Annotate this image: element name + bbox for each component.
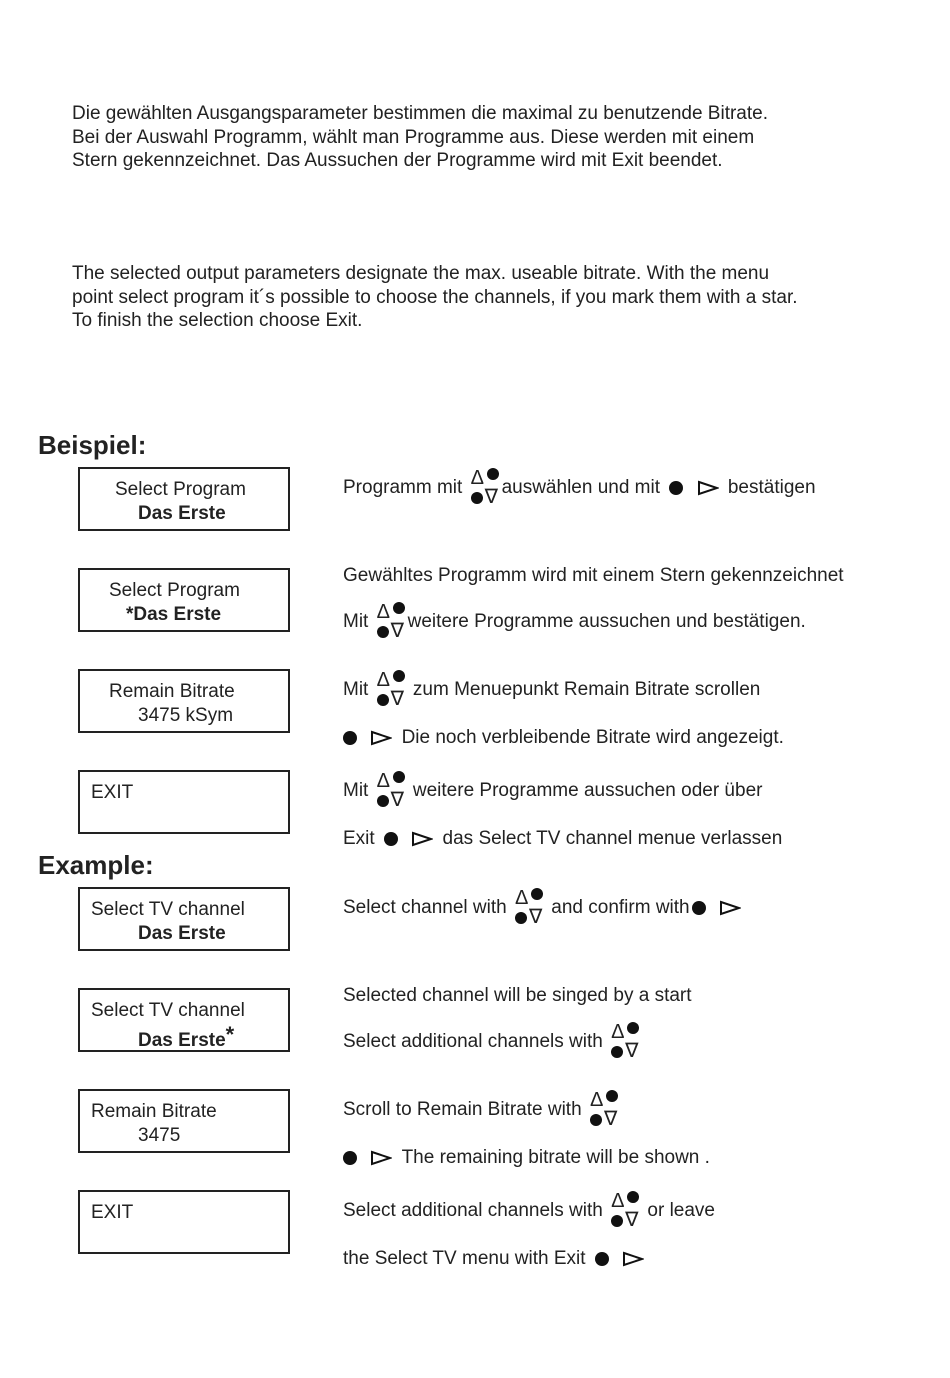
instruction-text: Die noch verbleibende Bitrate wird angezeigt. xyxy=(401,727,784,748)
box-line-1: Select TV channel xyxy=(91,1000,245,1021)
ok-dot-icon xyxy=(595,1252,609,1266)
up-down-navigation-icon: Δ ∇ xyxy=(376,601,404,642)
instruction-text: Exit xyxy=(343,828,375,849)
ok-dot-icon xyxy=(692,901,706,915)
up-down-navigation-icon: Δ ∇ xyxy=(611,1021,639,1062)
intro-en-line: point select program it´s possible to choose the channels, if you mark them with a star. xyxy=(72,286,798,308)
instruction-line xyxy=(343,886,745,930)
instruction-text: Mit xyxy=(343,611,369,632)
example-heading: Example: xyxy=(38,850,154,880)
right-arrow-icon xyxy=(411,831,433,847)
instruction-text: The remaining bitrate will be shown . xyxy=(401,1147,710,1168)
box-line-1: EXIT xyxy=(91,1202,134,1223)
box-line-1: Remain Bitrate xyxy=(91,1101,217,1122)
box-line-2 xyxy=(138,1022,235,1052)
box-line-2: Das Erste xyxy=(138,503,226,524)
box-line-2: 3475 xyxy=(138,1125,181,1146)
instruction-text: das Select TV channel menue verlassen xyxy=(442,828,783,849)
instruction-text: Select additional channels with xyxy=(343,1031,603,1052)
ok-dot-icon xyxy=(669,481,683,495)
instruction-line xyxy=(343,1146,710,1170)
instruction-line xyxy=(343,600,806,644)
instruction-line xyxy=(343,668,760,712)
instruction-text: weitere Programme aussuchen und bestätigen. xyxy=(407,611,806,632)
instruction-text: Programm mit xyxy=(343,477,463,498)
instruction-text: Select additional channels with xyxy=(343,1200,603,1221)
instruction-text: bestätigen xyxy=(727,477,816,498)
right-arrow-icon xyxy=(622,1251,644,1267)
up-down-navigation-icon: Δ ∇ xyxy=(515,887,543,928)
right-arrow-icon xyxy=(370,730,392,746)
beispiel-heading: Beispiel: xyxy=(38,430,147,460)
box-line-1: Select TV channel xyxy=(91,899,245,920)
box-line-2: 3475 kSym xyxy=(138,705,234,726)
up-down-navigation-icon: Δ ∇ xyxy=(376,770,404,811)
box-line-2-text: Das Erste xyxy=(138,1030,226,1051)
ok-dot-icon xyxy=(384,832,398,846)
instruction-line xyxy=(343,827,782,851)
star-marker: * xyxy=(225,1022,235,1047)
up-down-navigation-icon: Δ ∇ xyxy=(376,669,404,710)
instruction-line xyxy=(343,769,762,813)
instruction-text: Select channel with xyxy=(343,897,507,918)
instruction-text: auswählen und mit xyxy=(501,477,661,498)
right-arrow-icon xyxy=(697,480,719,496)
instruction-text: zum Menuepunkt Remain Bitrate scrollen xyxy=(412,679,761,700)
menu-display-box xyxy=(78,887,290,951)
up-down-navigation-icon: Δ ∇ xyxy=(589,1089,618,1130)
instruction-text: the Select TV menu with Exit xyxy=(343,1248,586,1269)
menu-display-box xyxy=(78,770,290,834)
intro-paragraph-de xyxy=(72,102,932,173)
intro-paragraph-en xyxy=(72,262,932,333)
menu-display-box xyxy=(78,1089,290,1153)
box-line-1: EXIT xyxy=(91,782,134,803)
menu-display-box xyxy=(78,669,290,733)
intro-en-line: The selected output parameters designate the max. useable bitrate. With the menu xyxy=(72,263,770,284)
instruction-text: Gewähltes Programm wird mit einem Stern gekennzeichnet xyxy=(343,565,844,586)
box-line-1: Select Program xyxy=(109,580,240,601)
instruction-line xyxy=(343,1020,642,1064)
intro-en-line: To finish the selection choose Exit. xyxy=(72,310,363,331)
menu-display-box xyxy=(78,988,290,1052)
instruction-text: Scroll to Remain Bitrate with xyxy=(343,1099,582,1120)
intro-de-line: Stern gekennzeichnet. Das Aussuchen der Programme wird mit Exit beendet. xyxy=(72,150,723,171)
instruction-line xyxy=(343,984,692,1008)
box-line-2: Das Erste xyxy=(138,923,226,944)
menu-display-box xyxy=(78,568,290,632)
instruction-text: and confirm with xyxy=(551,897,690,918)
box-line-2: *Das Erste xyxy=(126,604,222,625)
up-down-navigation-icon: Δ ∇ xyxy=(611,1190,639,1231)
instruction-line xyxy=(343,726,784,750)
instruction-text: Mit xyxy=(343,679,369,700)
intro-de-line: Die gewählten Ausgangsparameter bestimmen die maximal zu benutzende Bitrate. xyxy=(72,103,768,124)
intro-de-line: Bei der Auswahl Programm, wählt man Programme aus. Diese werden mit einem xyxy=(72,126,755,148)
up-down-navigation-icon: Δ ∇ xyxy=(470,467,498,508)
instruction-text: Selected channel will be singed by a start xyxy=(343,985,692,1006)
instruction-text: weitere Programme aussuchen oder über xyxy=(412,780,763,801)
instruction-line xyxy=(343,466,816,510)
instruction-line xyxy=(343,1088,621,1132)
ok-dot-icon xyxy=(343,1151,357,1165)
right-arrow-icon xyxy=(719,900,741,916)
instruction-line xyxy=(343,564,844,588)
instruction-line xyxy=(343,1247,648,1271)
ok-dot-icon xyxy=(343,731,357,745)
box-line-1: Select Program xyxy=(115,479,246,500)
instruction-line xyxy=(343,1189,715,1233)
menu-display-box xyxy=(78,1190,290,1254)
instruction-text: Mit xyxy=(343,780,369,801)
instruction-text: or leave xyxy=(647,1200,716,1221)
menu-display-box xyxy=(78,467,290,531)
box-line-1: Remain Bitrate xyxy=(109,681,235,702)
right-arrow-icon xyxy=(370,1150,392,1166)
